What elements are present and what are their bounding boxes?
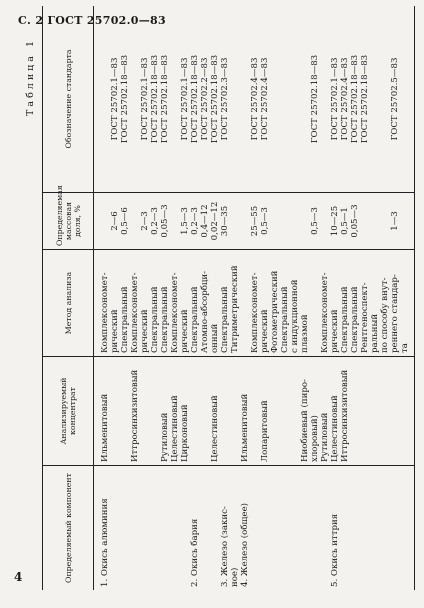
cell-line: 0,05—3 <box>160 204 170 238</box>
cell-line <box>290 196 300 246</box>
cell-line: Комплексономет- <box>250 272 260 353</box>
cell-line <box>130 469 140 587</box>
rotated-table-page <box>24 34 414 590</box>
cell-line: ГОСТ 25702.18—83 <box>190 54 200 144</box>
cell-line: Комплексономет- <box>100 272 110 353</box>
cell-line: Спектральный <box>350 286 360 353</box>
cell-line <box>230 196 240 246</box>
cell-line: 10—25 <box>330 205 340 237</box>
cell-line: ГОСТ 25702.5—83 <box>390 57 400 141</box>
cell-line: рический <box>330 309 340 353</box>
cell-line: ГОСТ 25702.18—83 <box>160 54 170 144</box>
cell-line <box>220 360 230 462</box>
cell-line <box>230 360 240 462</box>
cell-line <box>290 360 300 462</box>
cell-line <box>360 196 370 246</box>
column-header-method: Метод анализа <box>43 250 94 357</box>
cell-line: Комплексономет- <box>170 272 180 353</box>
cell-line <box>300 196 310 246</box>
cell-line <box>120 469 130 587</box>
cell-line: Целестиновый <box>210 395 220 462</box>
cell-line <box>110 360 120 462</box>
cell-line: ГОСТ 25702.18—83 <box>210 54 220 144</box>
cell-line: реннего стандар- <box>390 274 400 353</box>
cell-line <box>230 9 240 189</box>
cell-line <box>380 196 390 246</box>
cell-line: ГОСТ 25702.1—83 <box>330 57 340 141</box>
mass-fraction-cell <box>94 193 415 250</box>
cell-line: 0,02—12 <box>210 201 220 241</box>
cell-line <box>270 196 280 246</box>
cell-line <box>250 469 260 587</box>
cell-line <box>280 469 290 587</box>
cell-line <box>320 196 330 246</box>
method-cell <box>94 250 415 357</box>
cell-line <box>140 360 150 462</box>
cell-line <box>260 469 270 587</box>
cell-line: рический <box>260 309 270 353</box>
cell-line <box>200 360 210 462</box>
cell-line: Спектральный <box>280 286 290 353</box>
cell-line <box>120 360 130 462</box>
cell-line: 2—6 <box>110 211 120 231</box>
cell-line: Спектральный <box>340 286 350 353</box>
cell-line <box>210 469 220 587</box>
cell-line: ГОСТ 25702.4—83 <box>250 57 260 141</box>
component-cell <box>94 466 415 591</box>
cell-line <box>320 9 330 189</box>
cell-line: 0,5—3 <box>260 207 270 235</box>
standards-table <box>42 6 415 590</box>
cell-line: Комплексономет- <box>320 272 330 353</box>
cell-line: по способу внут- <box>380 277 390 353</box>
cell-line: Комплексономет- <box>130 272 140 353</box>
cell-line: ГОСТ 25702.18—83 <box>150 54 160 144</box>
cell-line: Атомно-абсорбци- <box>200 270 210 353</box>
cell-line <box>280 360 290 462</box>
page-header: С. 2 ГОСТ 25702.0—83 <box>18 14 166 27</box>
cell-line <box>320 469 330 587</box>
cell-line <box>140 469 150 587</box>
cell-line: плазмой <box>300 314 310 353</box>
cell-line <box>280 196 290 246</box>
cell-line <box>190 360 200 462</box>
cell-line: хлоровый) <box>310 415 320 462</box>
cell-line <box>370 9 380 189</box>
cell-line: Ниобиевый (пиро- <box>300 379 310 462</box>
cell-line: 1. Окись алюминия <box>100 498 110 587</box>
cell-line <box>150 469 160 587</box>
cell-line <box>130 9 140 189</box>
cell-line: 2—3 <box>140 211 150 231</box>
table-title: Таблица 1 <box>25 38 36 116</box>
cell-line: Целестиновый <box>330 395 340 462</box>
cell-line <box>300 469 310 587</box>
cell-line: Титриметрический <box>230 265 240 353</box>
cell-line: 0,4—12 <box>200 204 210 238</box>
cell-line: Рутиловый <box>160 412 170 462</box>
cell-line <box>100 196 110 246</box>
cell-line <box>270 360 280 462</box>
cell-line: ГОСТ 25702.1—83 <box>140 57 150 141</box>
cell-line: Целестиновый <box>170 395 180 462</box>
cell-line: ГОСТ 25702.2—83 <box>200 57 210 141</box>
cell-line: ГОСТ 25702.3—83 <box>220 57 230 141</box>
cell-line: ГОСТ 25702.18—83 <box>120 54 130 144</box>
cell-line: Спектральный <box>220 286 230 353</box>
cell-line: Ильменитовый <box>240 393 250 462</box>
cell-line <box>170 196 180 246</box>
page-number: 4 <box>14 570 23 584</box>
cell-line <box>240 196 250 246</box>
cell-line: Спектральный <box>160 286 170 353</box>
cell-line <box>270 9 280 189</box>
table-header-row <box>43 6 94 590</box>
cell-line: 0,2—3 <box>150 207 160 235</box>
cell-line <box>270 469 280 587</box>
cell-line <box>100 9 110 189</box>
cell-line <box>130 196 140 246</box>
cell-line: 2. Окись бария <box>190 518 200 587</box>
cell-line: 4. Железо (общее) <box>240 502 250 587</box>
cell-line <box>280 9 290 189</box>
cell-line: 0,2—3 <box>190 207 200 235</box>
cell-line: ГОСТ 25702.4—83 <box>340 57 350 141</box>
cell-line <box>380 9 390 189</box>
cell-line <box>160 469 170 587</box>
concentrate-cell <box>94 357 415 466</box>
cell-line: 30—35 <box>220 205 230 237</box>
cell-line: ГОСТ 25702.18—83 <box>350 54 360 144</box>
cell-line: Фотометрический <box>270 270 280 353</box>
cell-line <box>170 9 180 189</box>
cell-line: ГОСТ 25702.18—83 <box>360 54 370 144</box>
cell-line: с индукционной <box>290 279 300 353</box>
cell-line: рический <box>180 309 190 353</box>
cell-line: ГОСТ 25702.1—83 <box>180 57 190 141</box>
cell-line: рический <box>110 309 120 353</box>
cell-line: Иттросинхизитовый <box>130 369 140 462</box>
cell-line <box>170 469 180 587</box>
table-body-row <box>94 6 415 590</box>
cell-line: Спектральный <box>190 286 200 353</box>
cell-line: ное) <box>230 567 240 587</box>
cell-line <box>180 469 190 587</box>
cell-line <box>200 469 210 587</box>
cell-line: Рентгеноспект- <box>360 282 370 353</box>
cell-line: 5. Окись иттрия <box>330 513 340 587</box>
column-header-mass-fraction: Определяемая массовая доля, % <box>43 193 94 250</box>
cell-line <box>250 360 260 462</box>
cell-line: ральный <box>370 313 380 353</box>
cell-line: ГОСТ 25702.1—83 <box>110 57 120 141</box>
standard-cell <box>94 6 415 193</box>
cell-line <box>290 9 300 189</box>
cell-line <box>310 253 320 353</box>
cell-line: ГОСТ 25702.4—83 <box>260 57 270 141</box>
cell-line <box>290 469 300 587</box>
cell-line: 0,05—3 <box>350 204 360 238</box>
cell-line <box>310 469 320 587</box>
cell-line: та <box>400 343 410 353</box>
cell-line <box>300 9 310 189</box>
cell-line: 25—55 <box>250 205 260 237</box>
cell-line: 0,5—1 <box>340 207 350 235</box>
cell-line: 1—3 <box>390 211 400 231</box>
cell-line: 1,5—3 <box>180 207 190 235</box>
cell-line: Цирконовый <box>180 404 190 462</box>
column-header-component: Определяемый компонент <box>43 466 94 591</box>
column-header-standard: Обозначение стандарта <box>43 6 94 193</box>
cell-line: Ильменитовый <box>100 393 110 462</box>
cell-line: онный <box>210 323 220 353</box>
cell-line: рический <box>140 309 150 353</box>
cell-line: ГОСТ 25702.18—83 <box>310 54 320 144</box>
cell-line: 3. Железо (закис- <box>220 506 230 587</box>
cell-line <box>370 196 380 246</box>
cell-line <box>110 469 120 587</box>
cell-line <box>150 360 160 462</box>
cell-line: Спектральный <box>120 286 130 353</box>
cell-line: 0,5—6 <box>120 207 130 235</box>
cell-line: 0,5—3 <box>310 207 320 235</box>
cell-line <box>240 9 250 189</box>
column-header-concentrate: Анализируемый концентрат <box>43 357 94 466</box>
cell-line: Спектральный <box>150 286 160 353</box>
cell-line: Рутиловый <box>320 412 330 462</box>
cell-line: Лопаритовый <box>260 400 270 462</box>
cell-line <box>240 253 250 353</box>
cell-line: Иттросинхизитовый <box>340 369 350 462</box>
